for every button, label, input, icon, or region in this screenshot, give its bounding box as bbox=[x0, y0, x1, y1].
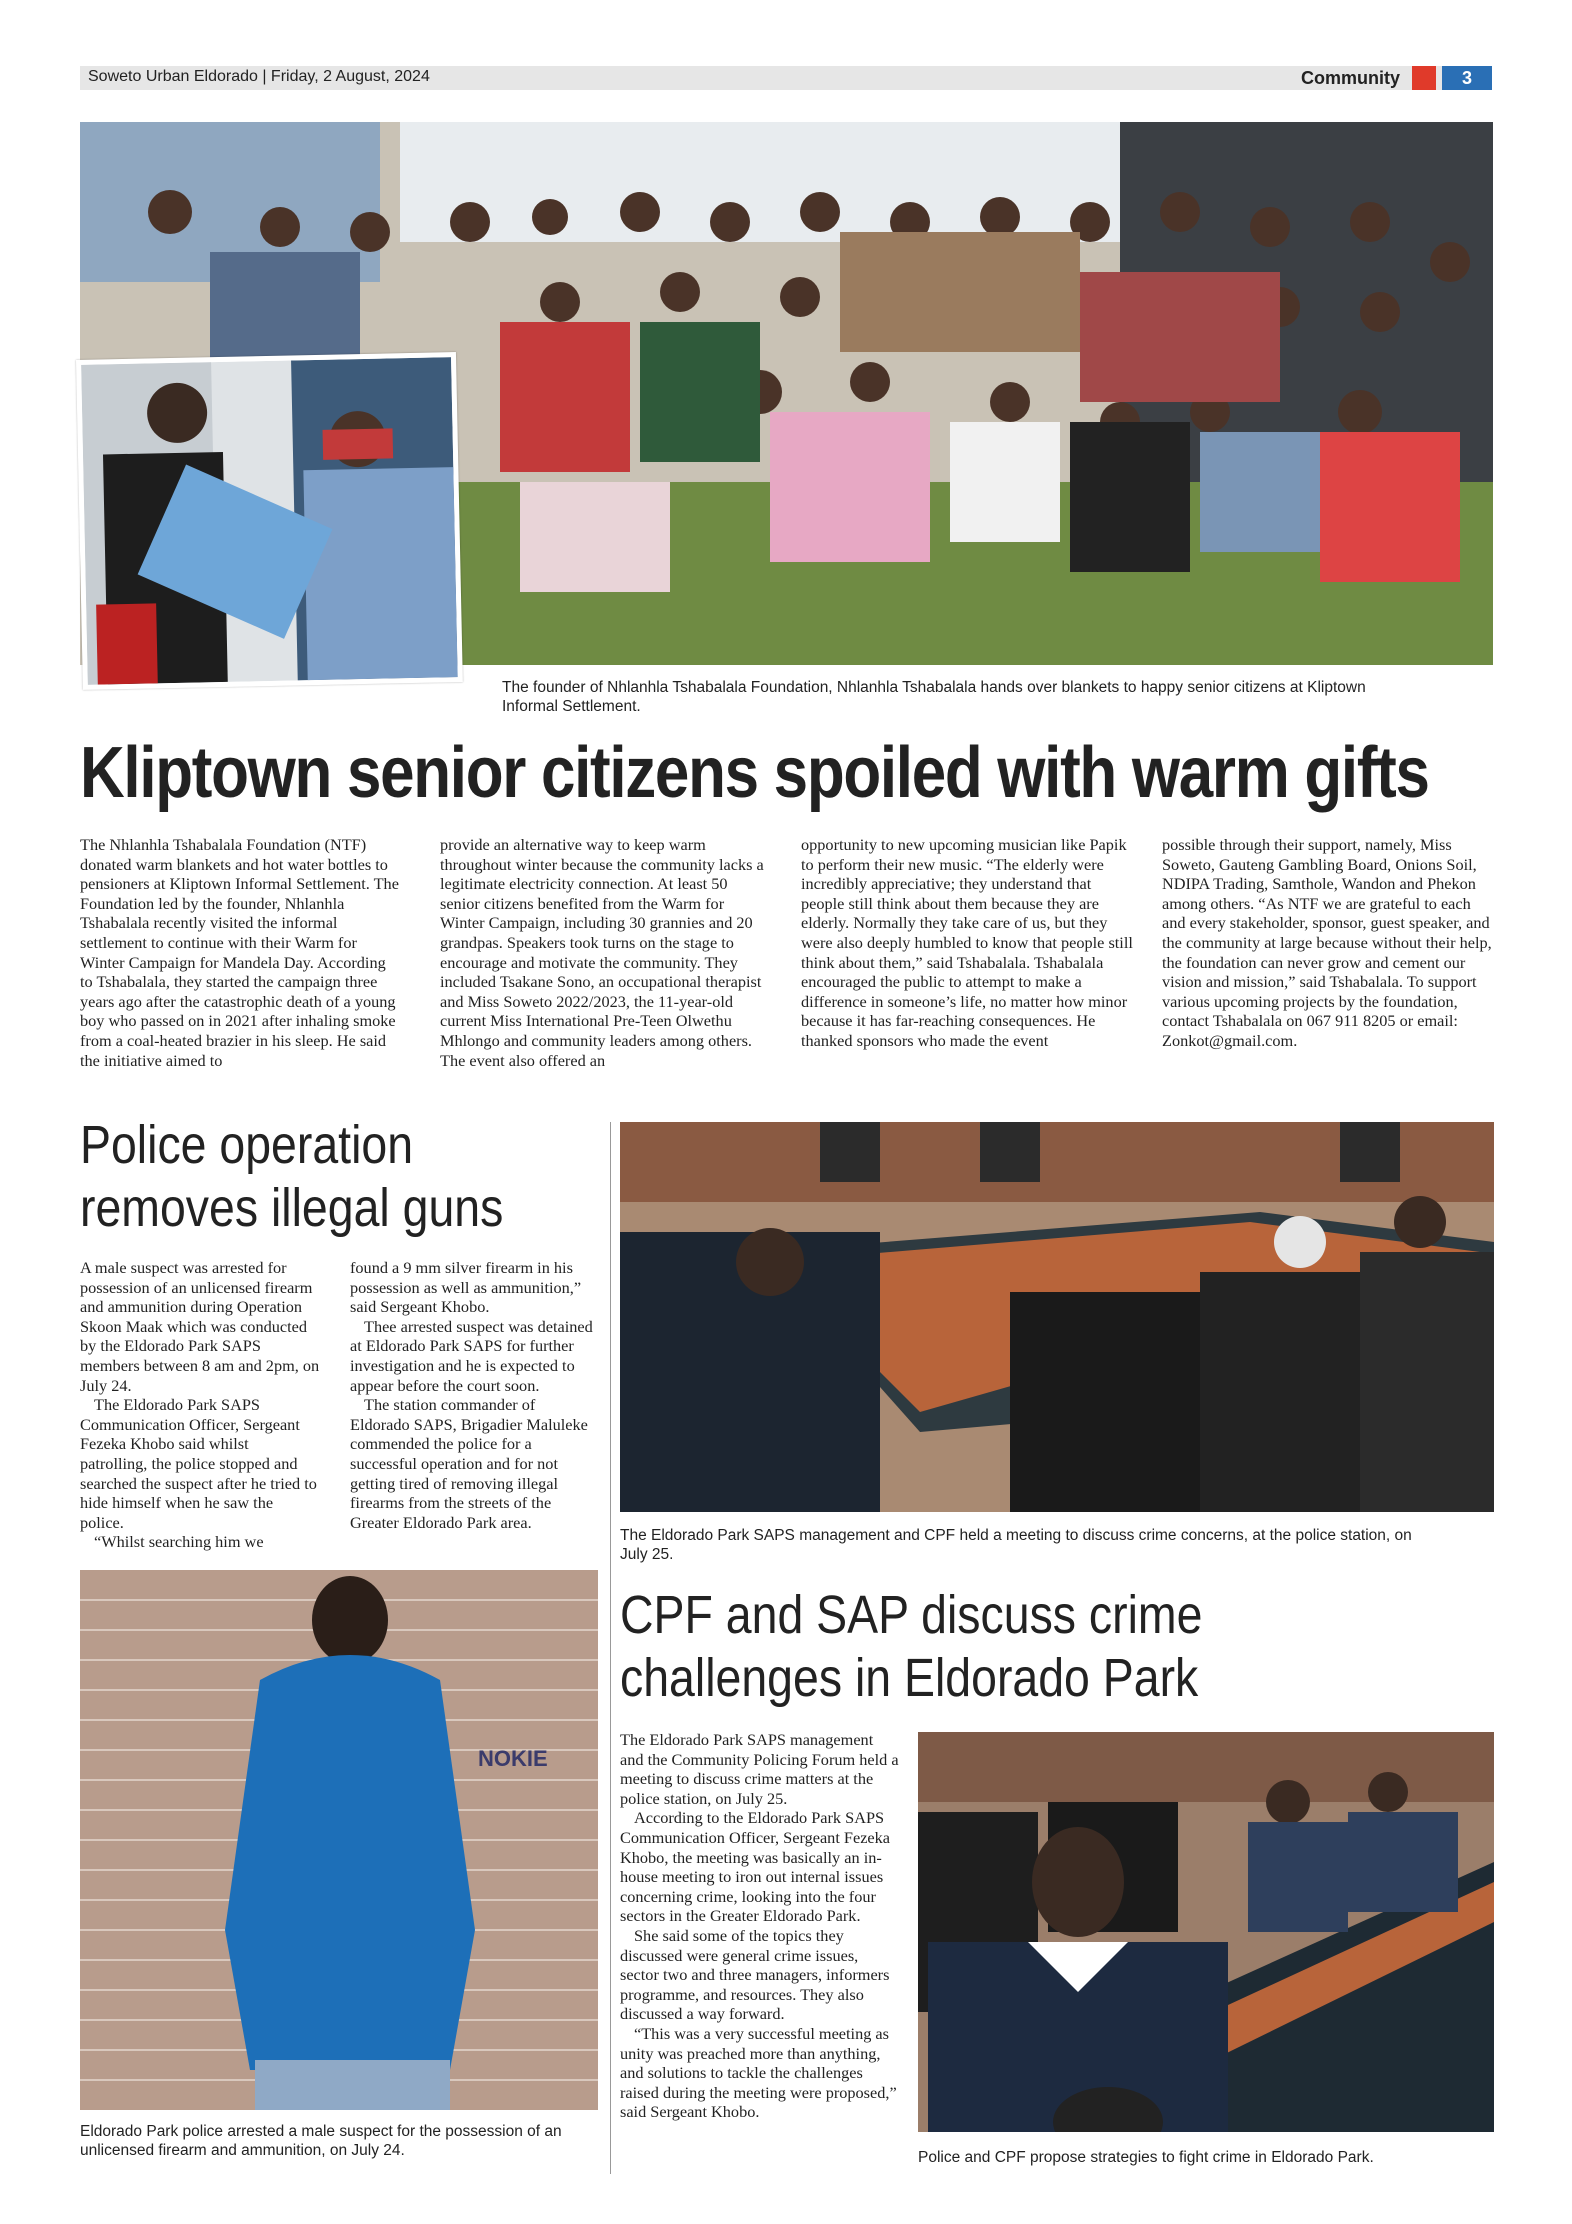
story2-paragraph: found a 9 mm silver firearm in his possession as well as ammunition,” said Sergeant Khobo. bbox=[350, 1258, 582, 1317]
story1-column-1: The Nhlanhla Tshabalala Foundation (NTF) donated warm blankets and hot water bottles to pensioners at Kliptown Informal Settlement. The Foundation led by the founder, Nhlanhla Tshabalala recently visited the informal settlement to continue with their Warm for Winter Campaign for Mandela Day. According to Tshabalala, they started the campaign three years ago after the catastrophic death of a young boy who passed on in 2021 after inhaling smoke from a coal-heated brazier in his sleep. He said the initiative aimed to bbox=[80, 835, 399, 1070]
meeting-photo-bottom-caption: Police and CPF propose strategies to fight crime in Eldorado Park. bbox=[918, 2149, 1374, 2166]
story3-headline-line-1: CPF and SAP discuss crime bbox=[620, 1585, 1203, 1645]
header-bar bbox=[80, 66, 1492, 90]
story1-column-2: provide an alternative way to keep warm throughout winter because the community lacks a legitimate electricity connection. At least 50 senior citizens benefited from the Warm for Winter Campaign, including 30 grannies and 20 grandpas. Speakers took turns on the stage to encourage and motivate the community. They included Tsakane Sono, an occupational therapist and Miss Soweto 2022/2023, the 11-year-old current Miss International Pre-Teen Olwethu Mhlongo and community leaders among others. The event also offered an bbox=[440, 835, 764, 1070]
story2-paragraph: “Whilst searching him we bbox=[94, 1532, 264, 1552]
story2-paragraph: The Eldorado Park SAPS Communication Officer, Sergeant Fezeka Khobo said whilst patrolling, the police stopped and searched the suspect after he tried to hide himself when he saw the police. bbox=[80, 1395, 317, 1532]
story3-paragraph: She said some of the topics they discussed were general crime issues, sector two and three managers, informers programme, and resources. They also discussed a way forward. bbox=[620, 1925, 890, 2024]
story1-column-4: possible through their support, namely, Miss Soweto, Gauteng Gambling Board, Onions Soil, NDIPA Trading, Samthole, Wandon and Phekon among others. “As NTF we are grateful to each and every stakeholder, sponsor, guest speaker, and the community at large because without their help, the foundation can never grow and cement our vision and mission,” said Tshabalala. To support various upcoming projects by the foundation, contact Tshabalala on 067 911 8205 or email: Zonkot@gmail.com. bbox=[1162, 835, 1492, 1050]
column-divider bbox=[610, 1122, 611, 2174]
story2-headline-line-1: Police operation bbox=[80, 1115, 414, 1175]
meeting-room-illustration bbox=[620, 1122, 1494, 1512]
story3-paragraph: “This was a very successful meeting as unity was preached more than anything, and solutions to tackle the challenges raised during the meeting were proposed,” said Sergeant Khobo. bbox=[620, 2023, 897, 2122]
story3-paragraph: The Eldorado Park SAPS management and the Community Policing Forum held a meeting to discuss crime matters at the police station, on July 25. bbox=[620, 1730, 899, 1808]
story2-paragraph: Thee arrested suspect was detained at Eldorado Park SAPS for further investigation and he is expected to appear before the court soon. bbox=[350, 1316, 593, 1395]
story3-headline-line-2: challenges in Eldorado Park bbox=[620, 1648, 1199, 1708]
inset-blanket-handover-photo bbox=[81, 357, 458, 685]
suspect-photo-caption: Eldorado Park police arrested a male suspect for the possession of an unlicensed firearm and ammunition, on July 24. bbox=[80, 2123, 562, 2159]
story2-paragraph: The station commander of Eldorado SAPS, Brigadier Maluleke commended the police for a successful operation and for not getting tired of removing illegal firearms from the streets of the Greater Eldorado Park area. bbox=[350, 1395, 588, 1532]
suspect-photo bbox=[80, 1570, 598, 2110]
suspect-wall-illustration bbox=[80, 1570, 598, 2110]
graffiti-text: NOKIE bbox=[478, 1746, 548, 1771]
meeting-photo-top bbox=[620, 1122, 1494, 1512]
story2-paragraph: A male suspect was arrested for possession of an unlicensed firearm and ammunition during Operation Skoon Maak which was conducted by the Eldorado Park SAPS members between 8 am and 2pm, on July 24. bbox=[80, 1258, 320, 1395]
meeting-photo-bottom bbox=[918, 1732, 1494, 2132]
story1-headline: Kliptown senior citizens spoiled with warm gifts bbox=[80, 733, 1429, 813]
story2-column-2 bbox=[350, 1258, 595, 1532]
inset-photo-frame bbox=[76, 352, 463, 690]
meeting-photo-top-caption: The Eldorado Park SAPS management and CPF held a meeting to discuss crime concerns, at the police station, on July 25. bbox=[620, 1527, 1412, 1563]
page-number: 3 bbox=[1442, 66, 1492, 90]
story3-body bbox=[620, 1730, 900, 2122]
story2-headline-line-2: removes illegal guns bbox=[80, 1178, 504, 1238]
story2-column-1 bbox=[80, 1258, 320, 1552]
section-label: Community bbox=[1301, 68, 1400, 88]
section-marker bbox=[1412, 66, 1436, 90]
story3-paragraph: According to the Eldorado Park SAPS Communication Officer, Sergeant Fezeka Khobo, the meeting was basically an in-house meeting to iron out internal issues concerning crime, looking into the four sectors in the Greater Eldorado Park. bbox=[620, 1808, 891, 1926]
police-officer-illustration bbox=[918, 1732, 1494, 2132]
story1-column-3: opportunity to new upcoming musician like Papik to perform their new music. “The elderly were incredibly appreciative; they understand that people still think about them because they are elderly. Normally they take care of us, but they were also deeply humbled to know that people still think about them,” said Tshabalala. Tshabalala encouraged the public to attempt to make a difference in someone’s life, no matter how minor because it has far-reaching consequences. He thanked sponsors who made the event bbox=[801, 835, 1133, 1050]
publication-dateline: Soweto Urban Eldorado | Friday, 2 August, 2024 bbox=[88, 68, 430, 85]
main-photo-caption: The founder of Nhlanhla Tshabalala Foundation, Nhlanhla Tshabalala hands over blankets to happy senior citizens at Kliptown Informal Settlement. bbox=[502, 679, 1366, 715]
